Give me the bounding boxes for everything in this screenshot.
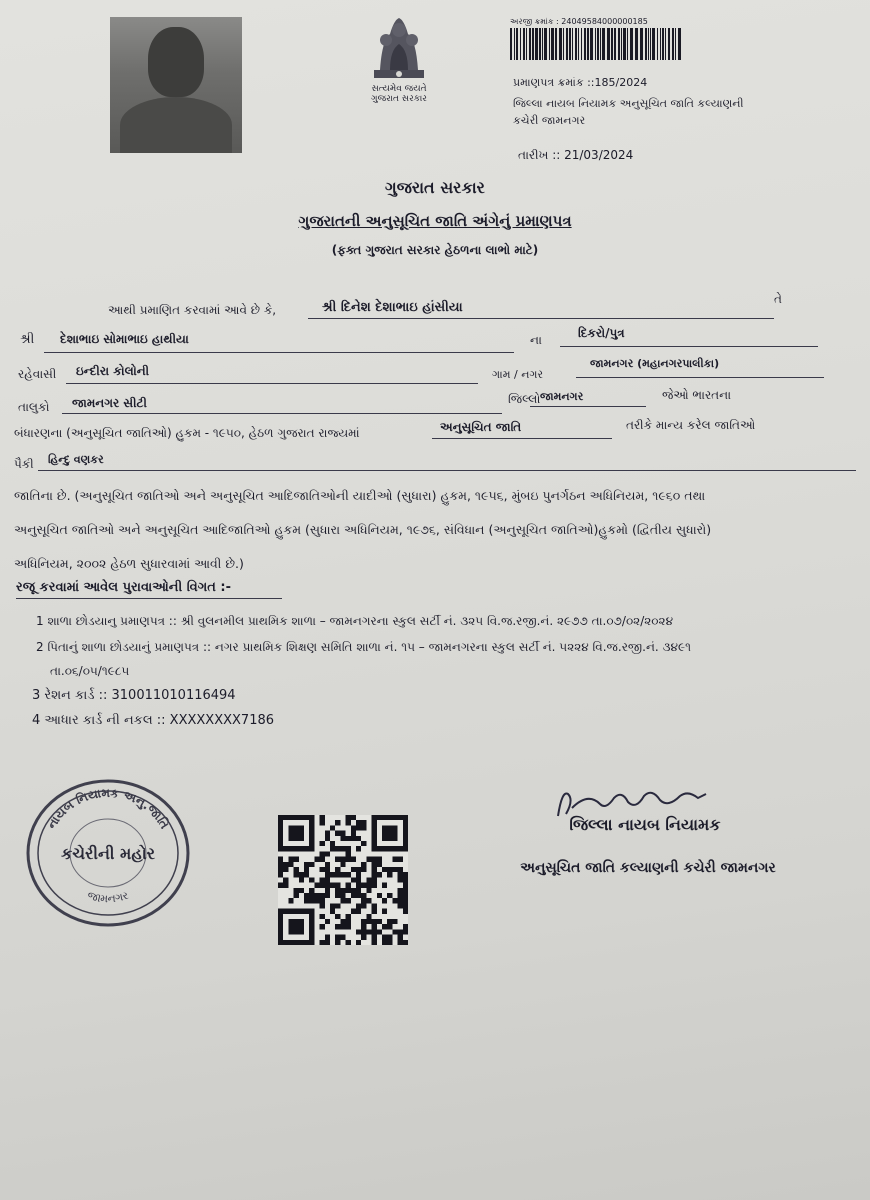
recognized-label: તરીકે માન્ય કરેલ જાતિઓ	[626, 418, 756, 432]
government-heading: ગુજરાત સરકાર	[385, 178, 485, 197]
seal-bottom-text: જામનગર	[85, 888, 131, 906]
category: અનુસૂચિત જાતિ	[440, 420, 522, 434]
of-label: ના	[530, 333, 542, 347]
legal-paragraph	[14, 482, 854, 578]
office-seal	[24, 775, 192, 927]
seal-center-text: કચેરીની મહોર	[61, 844, 155, 863]
taluka-label: તાલુકો	[18, 400, 50, 414]
paragraph-line: જાતિના છે. (અનુસૂચિત જાતિઓ અને અનુસૂચિત આદિજાતિઓની યાદીઓ (સુધારા) હુકમ, ૧૯૫૬, મુંબઇ પુનર્ગઠન અધિનિયમ, ૧૯૬૦ તથા	[14, 488, 706, 503]
evidence-item: 2 પિતાનું શાળા છોડયાનું પ્રમાણપત્ર :: નગર પ્રાથમિક શિક્ષણ સમિતિ શાળા નં. ૧૫ – જામનગરના સ્કુલ સર્ટી નં. ૫૨૨૪ વિ.જ.રજી.નં. ૩૪૯૧	[36, 640, 691, 654]
barcode-icon	[510, 28, 682, 60]
village-label: ગામ / નગર	[492, 368, 544, 381]
caste: હિન્દુ વણકર	[48, 453, 104, 466]
certify-label: આથી પ્રમાણિત કરવામાં આવે છે કે,	[108, 303, 277, 317]
certificate-subtitle: (ફક્ત ગુજરાત સરકાર હેઠળના લાભો માટે)	[331, 243, 539, 257]
paragraph-line: અનુસૂચિત જાતિઓ અને અનુસૂચિત આદિજાતિઓ હુકમ (સુધારા અધિનિયમ, ૧૯૭૬, સંવિધાન (અનુસૂચિત જાતિઓ)હુકમો (દ્વિતીય સુધારો)	[14, 522, 712, 537]
signatory-office: અનુસૂચિત જાતિ કલ્યાણની કચેરી જામનગર	[520, 860, 776, 876]
evidence-item-continuation: તા.૦૬/૦૫/૧૯૮૫	[50, 664, 130, 678]
paragraph-line: અધિનિયમ, ૨૦૦૨ હેઠળ સુધારવામાં આવી છે.)	[14, 556, 244, 571]
resident-label: રહેવાસી	[18, 367, 57, 381]
seal-top-text: નાયબ નિયામક અનુ.જાતિ	[44, 785, 172, 832]
issue-date: તારીખ :: 21/03/2024	[518, 148, 634, 162]
district-label: જિલ્લો	[508, 392, 541, 406]
applicant-photo	[110, 17, 242, 153]
evidence-item: 1 શાળા છોડયાનુ પ્રમાણપત્ર :: શ્રી વુલનમીલ પ્રાથમિક શાળા – જામનગરના સ્કુલ સર્ટી નં. ૩૨૫ વિ.જ.રજી.નં. ૨૯૭૭ તા.૦૭/૦૨/૨૦૨૪	[36, 614, 674, 628]
issuing-office-line-1: જિલ્લા નાયબ નિયામક અનુસૂચિત જાતિ કલ્યાણની	[513, 97, 744, 110]
issuing-office-line-2: કચેરી જામનગર	[513, 114, 586, 127]
constitution-label: બંધારણના (અનુસૂચિત જાતિઓ) હુકમ - ૧૯૫૦, હેઠળ ગુજરાત રાજ્યમાં	[14, 426, 360, 440]
residence: ઇન્દીરા કોલોની	[76, 364, 150, 378]
qr-code-icon	[278, 813, 408, 947]
india-label: જેઓ ભારતના	[662, 388, 732, 402]
evidence-item: 4 આધાર કાર્ડ ની નકલ :: XXXXXXXX7186	[32, 713, 275, 728]
certificate-number: પ્રમાણપત્ર ક્રમાંક ::185/2024	[513, 76, 648, 89]
state-emblem-icon	[360, 10, 438, 84]
emblem-motto: સત્યમેવ જયતે	[371, 84, 427, 94]
emblem-govt-name: ગુજરાત સરકાર	[371, 94, 427, 104]
shri-label: શ્રી	[20, 332, 35, 347]
evidence-heading: રજૂ કરવામાં આવેલ પુરાવાઓની વિગત :-	[16, 580, 231, 595]
signatory-title: જિલ્લા નાયબ નિયામક	[569, 815, 721, 834]
evidence-item: 3 રેશન કાર્ડ :: 310011010116494	[32, 688, 236, 703]
among-label: પૈકી	[14, 457, 34, 471]
certificate-title: ગુજરાતની અનુસૂચિત જાતિ અંગેનું પ્રમાણપત્ર	[298, 212, 572, 230]
taluka: જામનગર સીટી	[72, 396, 147, 410]
father-name: દેશાભાઇ સોમાભાઇ હાથીયા	[60, 332, 189, 346]
relation: દિકરો/પુત્ર	[578, 326, 625, 340]
application-number: અરજી ક્રમાંક : 24049584000000185	[510, 17, 648, 26]
that-suffix: તે	[774, 292, 782, 306]
district: જામનગર	[540, 390, 584, 403]
holder-name: શ્રી દિનેશ દેશાભાઇ હાંસીયા	[322, 300, 463, 315]
town: જામનગર (મહાનગરપાલીકા)	[590, 357, 720, 370]
svg-text:જામનગર	[86, 889, 130, 906]
